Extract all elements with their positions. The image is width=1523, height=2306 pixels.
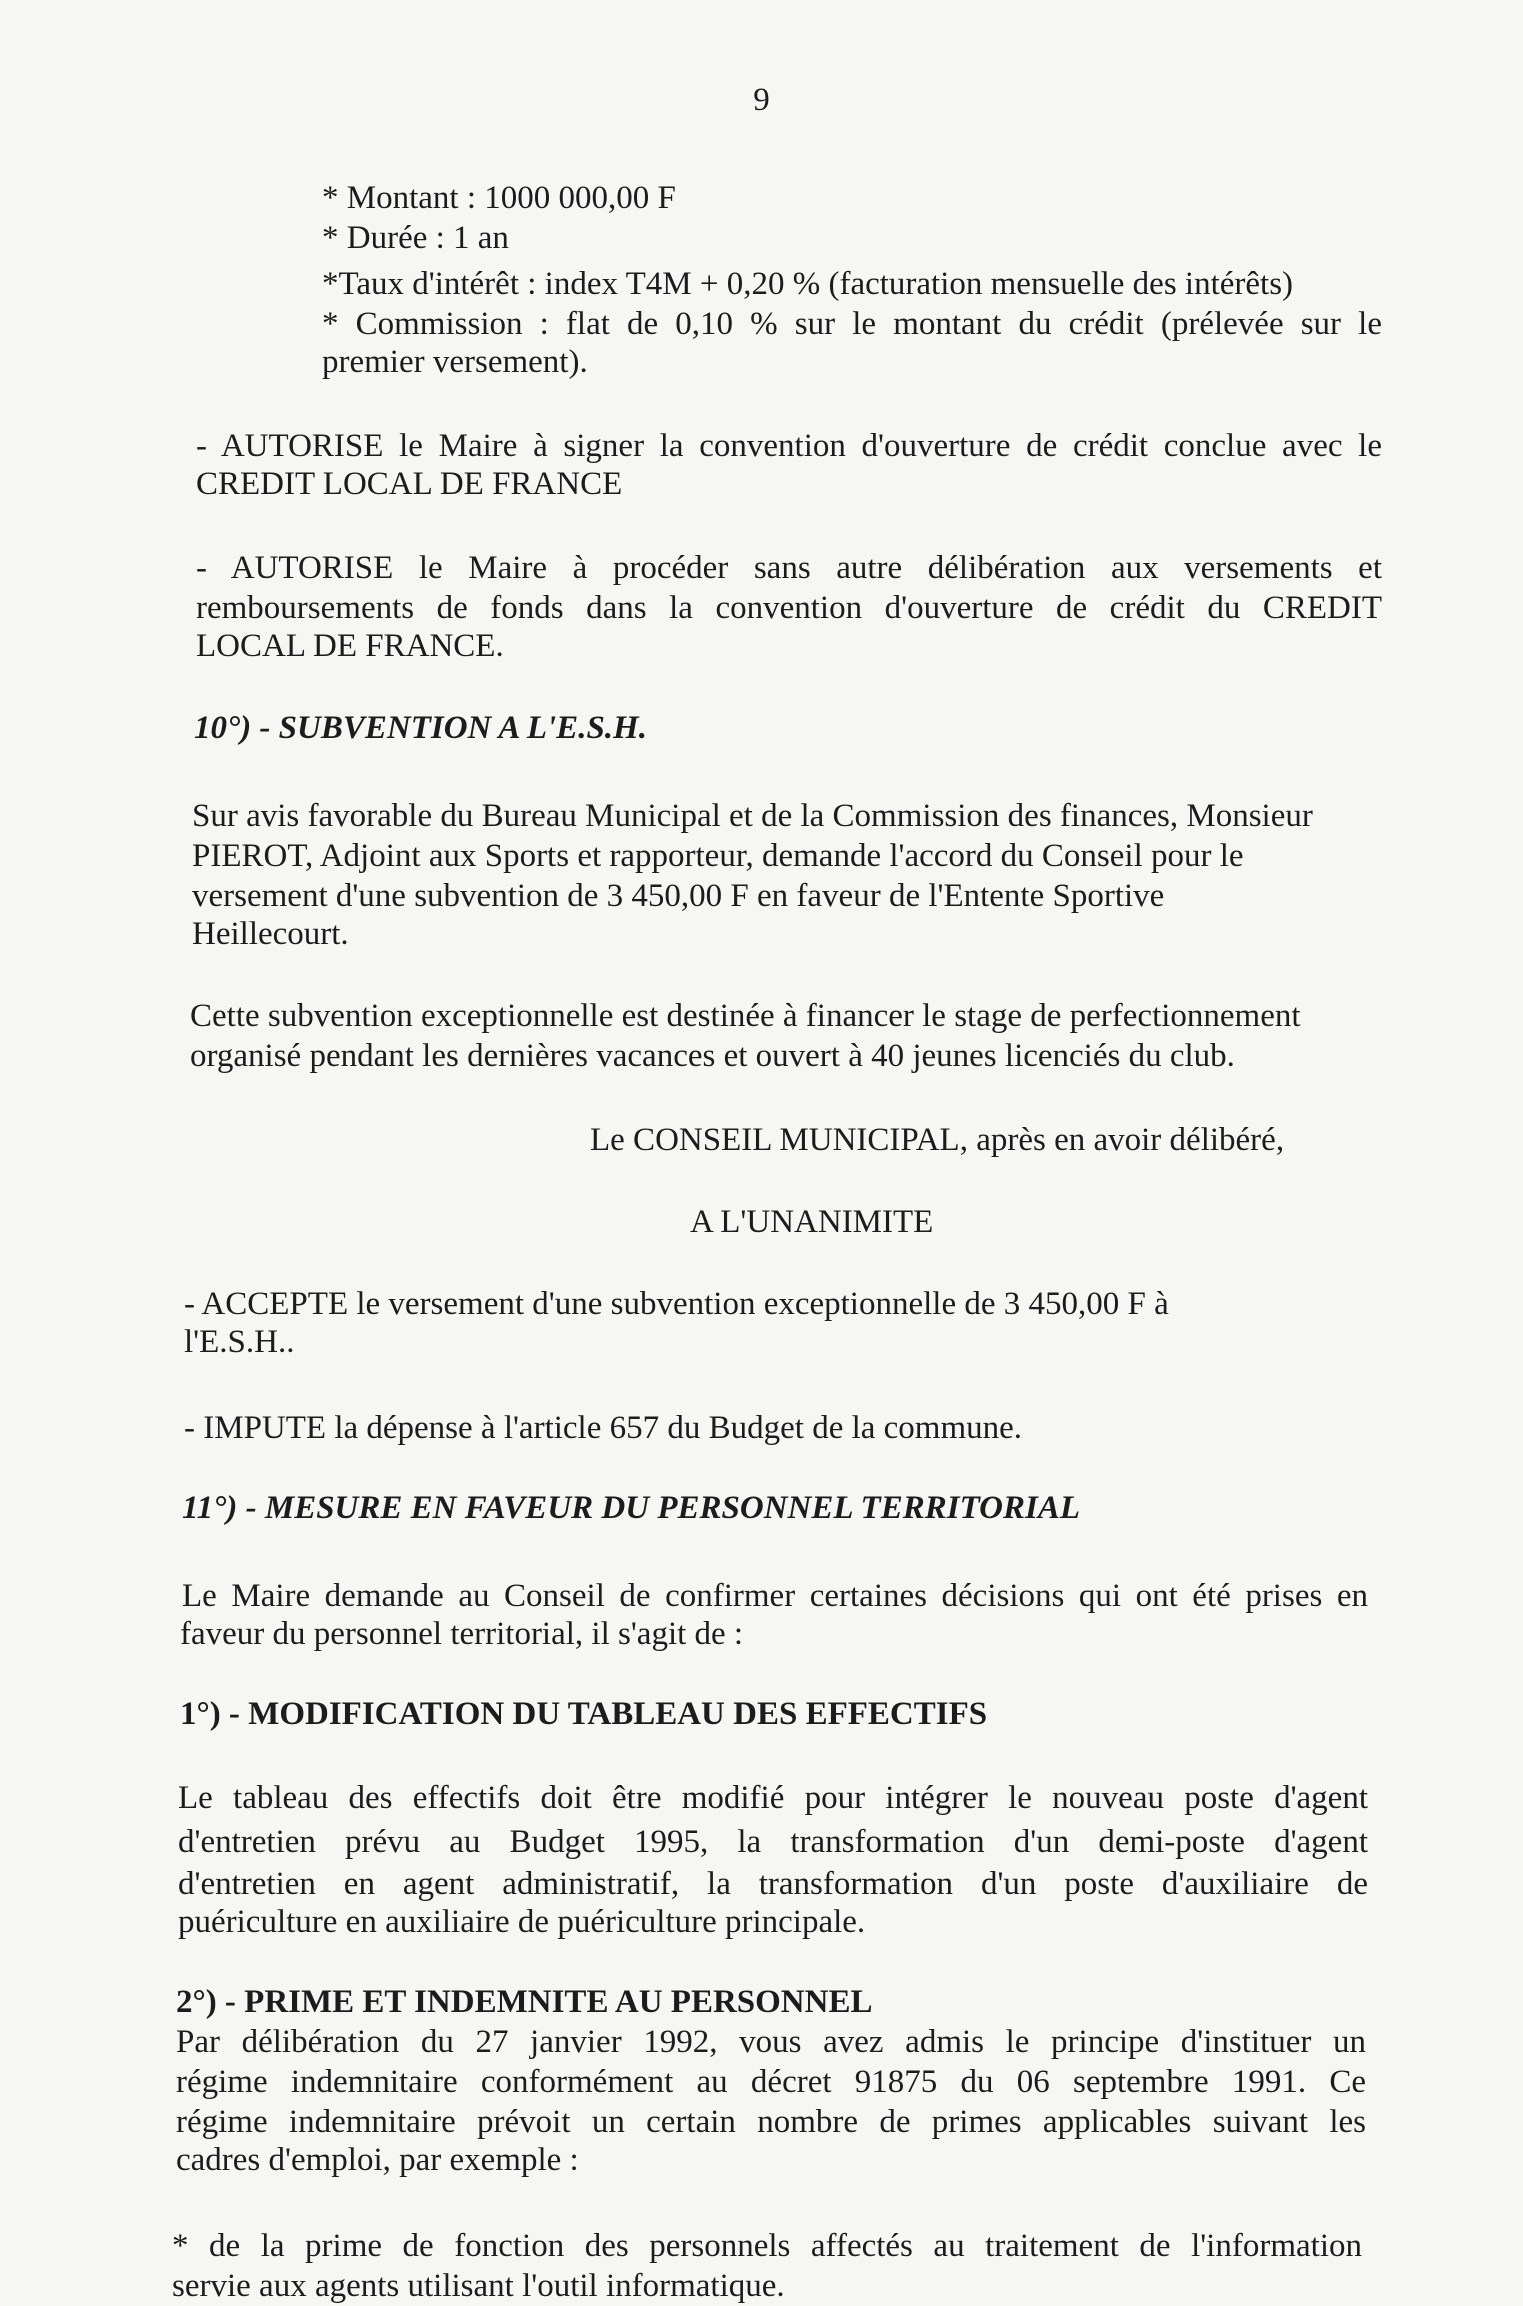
text-line: premier versement).: [322, 344, 588, 380]
text-line: - ACCEPTE le versement d'une subvention exceptionnelle de 3 450,00 F à: [184, 1286, 1169, 1322]
text-line: * Commission : flat de 0,10 % sur le montant du crédit (prélevée sur le: [322, 306, 1382, 342]
subsection-heading: 2°) - PRIME ET INDEMNITE AU PERSONNEL: [176, 1984, 873, 2020]
text-line: d'entretien en agent administratif, la transformation d'un poste d'auxiliaire de: [178, 1866, 1368, 1902]
text-line: faveur du personnel territorial, il s'agit de :: [180, 1616, 744, 1652]
text-line: organisé pendant les dernières vacances et ouvert à 40 jeunes licenciés du club.: [190, 1038, 1235, 1074]
text-line: Cette subvention exceptionnelle est destinée à financer le stage de perfectionnement: [190, 998, 1301, 1034]
text-line: - AUTORISE le Maire à signer la convention d'ouverture de crédit conclue avec le: [196, 428, 1382, 464]
text-line: puériculture en auxiliaire de puériculture principale.: [178, 1904, 866, 1940]
text-line: d'entretien prévu au Budget 1995, la transformation d'un demi-poste d'agent: [178, 1824, 1368, 1860]
section-heading: 11°) - MESURE EN FAVEUR DU PERSONNEL TERRITORIAL: [182, 1490, 1080, 1526]
text-line: Sur avis favorable du Bureau Municipal et de la Commission des finances, Monsieur: [192, 798, 1313, 834]
text-line: *Taux d'intérêt : index T4M + 0,20 % (facturation mensuelle des intérêts): [322, 266, 1294, 302]
text-line: A L'UNANIMITE: [690, 1204, 934, 1240]
text-line: LOCAL DE FRANCE.: [196, 628, 504, 664]
text-line: * Montant : 1000 000,00 F: [322, 180, 676, 216]
text-line: Heillecourt.: [192, 916, 349, 952]
text-line: versement d'une subvention de 3 450,00 F en faveur de l'Entente Sportive: [192, 878, 1165, 914]
section-heading: 10°) - SUBVENTION A L'E.S.H.: [194, 710, 647, 746]
text-line: Par délibération du 27 janvier 1992, vous avez admis le principe d'instituer un: [176, 2024, 1366, 2060]
page-number: 9: [753, 82, 770, 118]
text-line: * de la prime de fonction des personnels affectés au traitement de l'information: [172, 2228, 1362, 2264]
text-line: régime indemnitaire conformément au décret 91875 du 06 septembre 1991. Ce: [176, 2064, 1366, 2100]
text-line: Le Maire demande au Conseil de confirmer certaines décisions qui ont été prises en: [182, 1578, 1368, 1614]
text-line: * Durée : 1 an: [322, 220, 509, 256]
text-line: servie aux agents utilisant l'outil informatique.: [172, 2268, 785, 2304]
text-line: cadres d'emploi, par exemple :: [176, 2142, 579, 2178]
subsection-heading: 1°) - MODIFICATION DU TABLEAU DES EFFECTIFS: [180, 1696, 988, 1732]
text-line: - IMPUTE la dépense à l'article 657 du Budget de la commune.: [184, 1410, 1023, 1446]
text-line: l'E.S.H..: [184, 1324, 295, 1360]
text-line: régime indemnitaire prévoit un certain nombre de primes applicables suivant les: [176, 2104, 1366, 2140]
text-line: remboursements de fonds dans la convention d'ouverture de crédit du CREDIT: [196, 590, 1382, 626]
text-line: - AUTORISE le Maire à procéder sans autre délibération aux versements et: [196, 550, 1382, 586]
text-line: Le tableau des effectifs doit être modifié pour intégrer le nouveau poste d'agent: [178, 1780, 1368, 1816]
text-line: CREDIT LOCAL DE FRANCE: [196, 466, 623, 502]
text-line: PIEROT, Adjoint aux Sports et rapporteur, demande l'accord du Conseil pour le: [192, 838, 1244, 874]
text-line: Le CONSEIL MUNICIPAL, après en avoir délibéré,: [590, 1122, 1285, 1158]
